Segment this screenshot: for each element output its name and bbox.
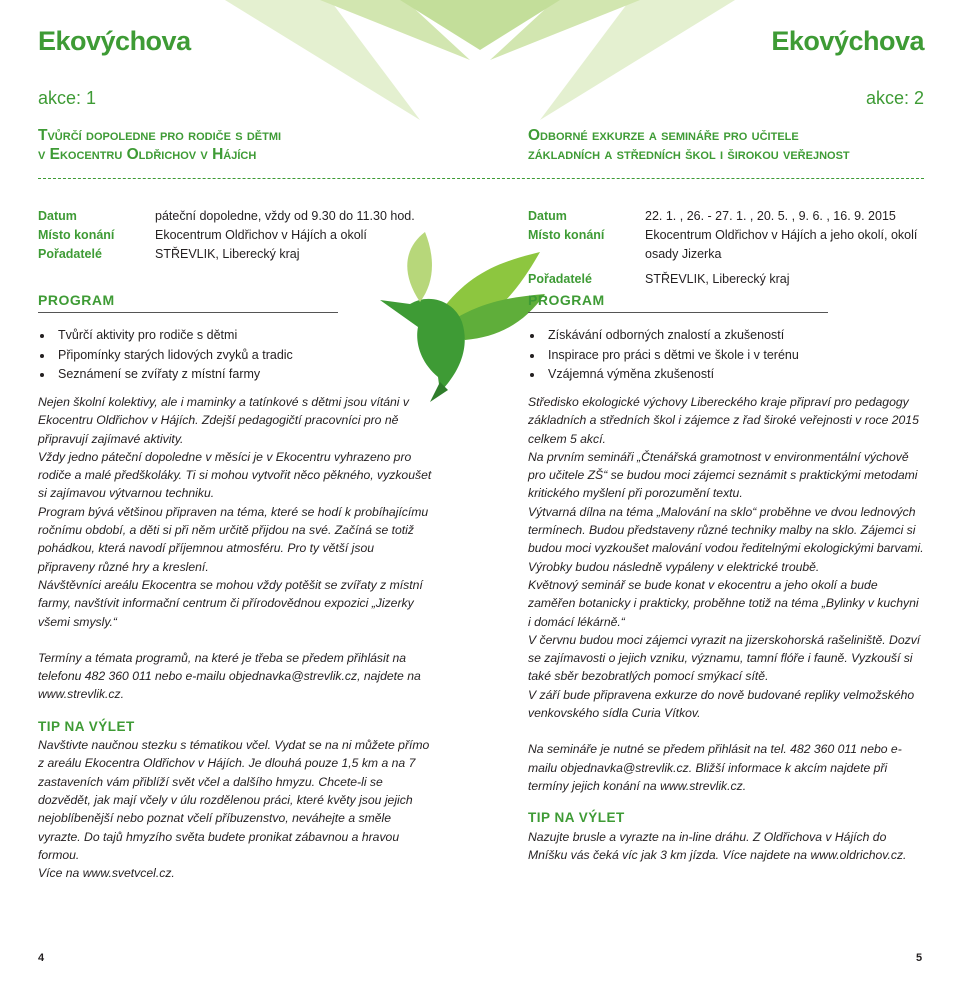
body-text: [38, 393, 434, 882]
info-key: Datum: [528, 209, 567, 223]
right-page: [528, 0, 924, 164]
info-value: páteční dopoledne, vždy od 9.30 do 11.30 hod.: [155, 209, 415, 223]
paragraph: Na semináře je nutné se předem přihlásit na tel. 482 360 011 nebo e-mailu objednavka@strevlik.cz. Bližší informace k akcím najdete při termíny jejich konání na www.strevlik.cz.: [528, 742, 902, 793]
program-heading: PROGRAM: [528, 292, 605, 308]
paragraph: Nejen školní kolektivy, ale i maminky a tatínkové s dětmi jsou vítáni v Ekocentru Oldřichov v Hájích. Zdejší pedagogičtí pracovníci pro ně připravují zajímavé aktivity.: [38, 395, 409, 446]
paragraph: Nazujte brusle a vyrazte na in-line dráhu. Z Oldřichova v Hájích do Mníšku vás čeká víc jak 3 km jízda. Více najdete na www.oldrichov.cz.: [528, 829, 907, 862]
paragraph: Výtvarná dílna na téma „Malování na sklo“ proběhne ve dvou lednových termínech. Budou představeny různé techniky malby na sklo. Zájemci si budou moci vyzkoušet malování vodou ředitelnými ekologickými barvami. Výrobky budou následně vypáleny v elektrické troubě.: [528, 504, 924, 574]
program-rule: [528, 312, 828, 313]
program-list: [38, 326, 438, 385]
list-item: Připomínky starých lidových zvyků a tradic: [38, 346, 438, 366]
dashed-divider: [38, 178, 924, 179]
action-title-line: Odborné exkurze a semináře pro učitele: [528, 127, 799, 144]
paragraph: V září bude připravena exkurze do nově budované repliky velmožského venkovského sídla Curia Vítkov.: [528, 687, 915, 721]
action-title-line: v Ekocentru Oldřichov v Hájích: [38, 146, 257, 163]
info-table: [528, 207, 924, 289]
info-table: [38, 207, 438, 264]
paragraph: Květnový seminář se bude konat v ekocentru a jeho okolí a bude zaměřen botanicky i prakticky, proběhne totiž na téma „Bylinky v kuchyni i domácí lékárně.“: [528, 577, 919, 629]
action-title: [38, 126, 480, 164]
paragraph: Navštivte naučnou stezku s tématikou včel. Vydat se na ni můžete přímo z areálu Ekocentra Oldřichov v Hájích. Je dlouhá pouze 1,5 km a na 7 zastaveních vám přiblíží svět včel a dalšího hmyzu. Chcete-li se dozvědět, jak mají včely v úlu rozdělenou práci, které květy jsou jejich nejoblíbenější nebo poznat včelí příbuzenstvo, neváhejte a směle vyrazte. Do tajů hmyzího světa budete pronikat zábavnou a hravou formou.: [38, 738, 430, 862]
info-row: [528, 270, 924, 289]
brand-title: Ekovýchova: [771, 26, 924, 56]
info-value: 22. 1. , 26. - 27. 1. , 20. 5. , 9. 6. , 16. 9. 2015: [645, 209, 896, 223]
paragraph: V červnu budou moci zájemci vyrazit na jizerskohorská rašeliniště. Dozví se zajímavosti o jejich vzniku, významu, tamní flóře i fauně. Vyzkouší si také sběr bezobratlých pomocí smýkací sítě.: [528, 632, 921, 684]
program-rule: [38, 312, 338, 313]
action-number: akce: 2: [865, 88, 924, 108]
paragraph: Program bývá většinou připraven na téma, které se hodí k probíhajícímu ročnímu období, a děti si při něm určitě přijdou na své. Začíná se totiž pohádkou, která navodí příjemnou atmosféru. Pro ty větší jsou připraveny různé hry a kreslení.: [38, 504, 429, 574]
info-key: Datum: [38, 209, 77, 223]
info-value: Ekocentrum Oldřichov v Hájích a okolí: [155, 228, 367, 242]
tip-heading: TIP NA VÝLET: [38, 718, 135, 734]
info-row: [528, 207, 924, 226]
program-list: [528, 326, 924, 385]
program-heading: PROGRAM: [38, 292, 115, 308]
action-number: akce: 1: [38, 88, 97, 108]
info-key: Pořadatelé: [38, 247, 102, 261]
tip-heading: TIP NA VÝLET: [528, 810, 625, 826]
brand-title: Ekovýchova: [38, 26, 191, 56]
left-page: [38, 0, 480, 164]
info-key: Místo konání: [528, 228, 605, 242]
paragraph: Návštěvníci areálu Ekocentra se mohou vždy potěšit se zvířaty z místní farmy, navštívit informační centrum či přírodovědnou expozici „Jizerky všemi smysly.“: [38, 577, 423, 629]
paragraph: Na prvním semináři „Čtenářská gramotnost v environmentální výchově pro učitele ZŠ“ se budou moci zájemci seznámit s praktickými metodami kritického myšlení při porozumění textu.: [528, 449, 918, 501]
action-title: [528, 126, 924, 164]
list-item: Seznámení se zvířaty z místní farmy: [38, 365, 438, 385]
list-item: Tvůrčí aktivity pro rodiče s dětmi: [38, 326, 438, 346]
info-value: STŘEVLIK, Liberecký kraj: [645, 272, 790, 286]
page-number: 4: [38, 952, 45, 964]
paragraph: Termíny a témata programů, na které je třeba se předem přihlásit na telefonu 482 360 011 nebo e-mailu objednavka@strevlik.cz, najdete na www.strevlik.cz.: [38, 650, 421, 702]
info-key: Pořadatelé: [528, 272, 592, 286]
paragraph: Vždy jedno páteční dopoledne v měsíci je v Ekocentru vyhrazeno pro rodiče a malé předškoláky. Ti si mohou vytvořit něco pěkného, vyzkoušet si zajímavou výtvarnou techniku.: [38, 449, 432, 501]
info-row: [38, 226, 438, 245]
info-row: [38, 245, 438, 264]
action-title-line: základních a středních škol i širokou veřejnost: [528, 146, 850, 163]
action-title-line: Tvůrčí dopoledne pro rodiče s dětmi: [38, 127, 282, 144]
info-key: Místo konání: [38, 228, 115, 242]
info-row: [528, 226, 924, 264]
body-text: [528, 393, 924, 864]
info-value: Ekocentrum Oldřichov v Hájích a jeho okolí, okolí osady Jizerka: [645, 228, 918, 261]
page-number: 5: [916, 952, 923, 964]
info-row: [38, 207, 438, 226]
list-item: Inspirace pro práci s dětmi ve škole i v terénu: [528, 346, 924, 366]
paragraph: Více na www.svetvcel.cz.: [38, 866, 175, 881]
paragraph: Středisko ekologické výchovy Libereckého kraje připraví pro pedagogy základních a středních škol i zájemce z řad široké veřejnosti v roce 2015 celkem 5 akcí.: [528, 395, 919, 446]
list-item: Vzájemná výměna zkušeností: [528, 365, 924, 385]
list-item: Získávání odborných znalostí a zkušeností: [528, 326, 924, 346]
info-value: STŘEVLIK, Liberecký kraj: [155, 247, 300, 261]
